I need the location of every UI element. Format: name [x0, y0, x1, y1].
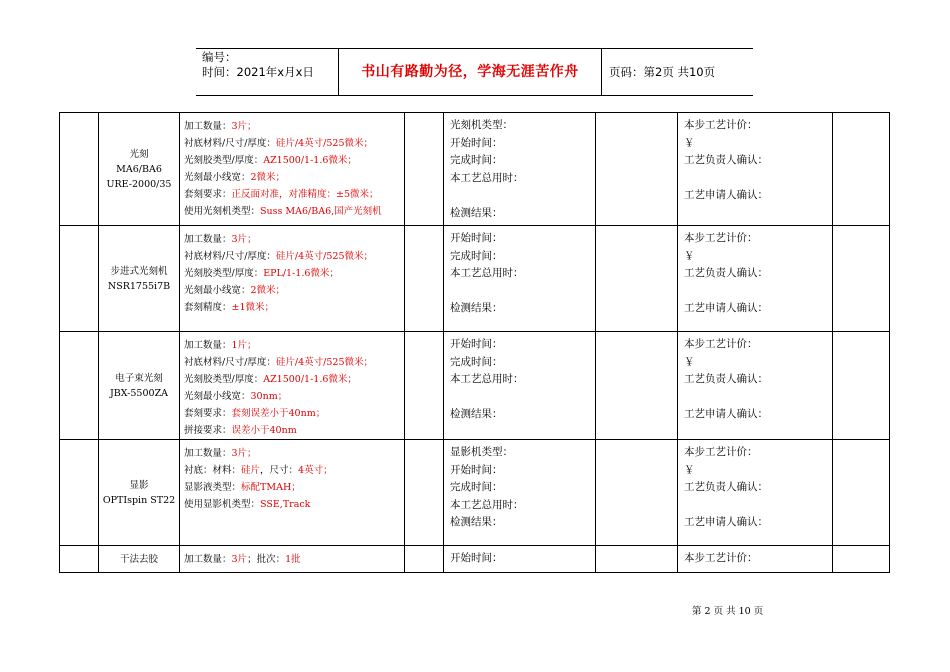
process-name-line: NSR1755i7B — [107, 280, 171, 292]
process-name-line: 步进式光刻机 — [110, 265, 168, 277]
blank-cell — [596, 113, 678, 226]
record-field: 本工艺总用时： — [450, 267, 524, 279]
requirement-label: 套刻精度： — [184, 302, 232, 313]
requirement-label: 拼接要求： — [184, 425, 232, 436]
requirement-label: 衬底：材料： — [184, 465, 242, 476]
record-field: 检测结果： — [450, 302, 503, 314]
requirement-value: 30nm； — [250, 391, 288, 402]
process-name-cell — [99, 332, 180, 440]
process-name-line: MA6/BA6 — [116, 163, 162, 175]
confirmation-field: ￥ — [684, 355, 695, 368]
process-name-cell — [99, 113, 180, 226]
requirement-value: 正反面对准，对准精度：±5微米； — [231, 189, 379, 200]
page-footer: 第 2 页 共 10 页 — [692, 606, 764, 617]
requirement-label: 显影液类型： — [184, 482, 242, 493]
requirement-label: 衬底材料/尺寸/厚度： — [184, 138, 276, 149]
process-name-cell — [99, 546, 180, 573]
requirement-label: 套刻要求： — [184, 189, 232, 200]
requirement-value: AZ1500/1-1.6微米； — [263, 374, 357, 385]
number-label: 编号： — [202, 50, 237, 64]
process-name-cell — [99, 226, 180, 332]
requirement-label: 衬底材料/尺寸/厚度： — [184, 357, 276, 368]
record-field: 完成时间： — [450, 249, 503, 262]
requirement-line — [184, 551, 404, 568]
process-row — [60, 440, 890, 546]
requirement-label: 衬底材料/尺寸/厚度： — [184, 251, 276, 262]
requirement-value: 套刻误差小于40nm； — [231, 408, 326, 419]
requirement-label: ；批次： — [247, 554, 286, 565]
blank-cell — [405, 546, 444, 573]
record-field: 完成时间： — [450, 154, 503, 166]
record-field: 开始时间： — [450, 136, 503, 149]
requirement-line — [184, 231, 404, 248]
confirmation-field: 本步工艺计价： — [684, 552, 758, 564]
confirmation-field: 本步工艺计价： — [684, 232, 758, 244]
requirement-value: 4英寸； — [298, 465, 333, 476]
requirement-line — [184, 169, 404, 186]
record-cell — [444, 440, 596, 546]
confirmation-cell — [678, 226, 833, 332]
record-field: 本工艺总用时： — [450, 373, 524, 385]
record-cell — [444, 332, 596, 440]
spacer — [684, 170, 832, 188]
requirements-cell — [180, 226, 405, 332]
record-cell — [444, 113, 596, 226]
confirmation-cell — [678, 440, 833, 546]
index-cell — [60, 113, 99, 226]
confirmation-cell — [678, 332, 833, 440]
blank-cell — [405, 440, 444, 546]
requirement-line — [184, 265, 404, 282]
requirements-cell — [180, 546, 405, 573]
record-cell — [444, 226, 596, 332]
confirmation-cell — [678, 546, 833, 573]
requirements-cell — [180, 440, 405, 546]
requirement-value: ±1微米； — [231, 302, 275, 313]
requirement-value: SSE,Track — [260, 499, 311, 510]
requirement-value: AZ1500/1-1.6微米； — [263, 155, 357, 166]
requirement-label: 加工数量： — [184, 340, 232, 351]
requirement-value: 3片； — [231, 448, 257, 459]
requirement-label: 使用光刻机类型： — [184, 206, 261, 217]
confirmation-field: ￥ — [684, 136, 695, 149]
record-cell — [444, 546, 596, 573]
page-number: 页码：第2页 共10页 — [609, 65, 716, 79]
spacer — [684, 389, 832, 407]
requirement-label: 光刻胶类型/厚度： — [184, 374, 264, 385]
record-field: 本工艺总用时： — [450, 498, 524, 511]
requirement-line — [184, 496, 404, 513]
requirement-line — [184, 388, 404, 405]
record-field: 显影机类型： — [450, 446, 513, 458]
requirement-line — [184, 152, 404, 169]
requirement-label: 套刻要求： — [184, 408, 232, 419]
requirement-line — [184, 299, 404, 316]
record-field: 检测结果： — [450, 516, 503, 528]
spacer — [450, 389, 595, 407]
page-header — [196, 48, 753, 96]
blank-cell — [596, 546, 678, 573]
requirement-value: 3片 — [231, 554, 248, 565]
requirement-line — [184, 422, 404, 439]
blank-cell — [405, 113, 444, 226]
process-row — [60, 546, 890, 573]
record-field: 开始时间： — [450, 552, 503, 564]
confirmation-field: 本步工艺计价： — [684, 119, 758, 131]
process-name-line: URE-2000/35 — [106, 178, 172, 190]
blank-cell — [596, 440, 678, 546]
process-name-line: OPTIspin ST22 — [102, 494, 176, 506]
record-field: 开始时间： — [450, 232, 503, 244]
index-cell — [60, 332, 99, 440]
requirement-label: 光刻最小线宽： — [184, 285, 251, 296]
confirmation-field: 本步工艺计价： — [684, 338, 758, 350]
blank-cell — [833, 113, 890, 226]
record-field: 检测结果： — [450, 206, 503, 219]
requirement-line — [184, 118, 404, 135]
requirement-value: 2微米； — [250, 172, 286, 183]
requirement-value: 3片； — [231, 121, 257, 132]
requirement-value: 硅片 — [241, 465, 261, 476]
requirement-label: 光刻最小线宽： — [184, 172, 251, 183]
requirement-label: 加工数量： — [184, 448, 232, 459]
requirements-cell — [180, 332, 405, 440]
requirement-line — [184, 354, 404, 371]
confirmation-field: 工艺负责人确认： — [684, 373, 768, 385]
blank-cell — [405, 226, 444, 332]
requirements-cell — [180, 113, 405, 226]
requirement-line — [184, 405, 404, 422]
requirement-line — [184, 462, 404, 479]
header-meta — [196, 49, 339, 95]
requirement-value: 硅片/4英寸/525微米； — [275, 251, 373, 262]
confirmation-field: 工艺申请人确认： — [684, 408, 768, 420]
requirement-value: 硅片/4英寸/525微米； — [275, 357, 373, 368]
confirmation-field: 工艺负责人确认： — [684, 154, 768, 166]
requirement-value: 1批 — [285, 554, 301, 565]
process-row — [60, 332, 890, 440]
spacer — [450, 187, 595, 205]
motto: 书山有路勤为径，学海无涯苦作舟 — [339, 49, 602, 95]
requirement-label: 加工数量： — [184, 234, 232, 245]
process-name-line: JBX-5500ZA — [109, 387, 169, 399]
blank-cell — [405, 332, 444, 440]
confirmation-field: ￥ — [684, 249, 695, 262]
process-name-line: 干法去胶 — [119, 553, 158, 565]
record-field: 光刻机类型： — [450, 119, 513, 131]
blank-cell — [596, 226, 678, 332]
record-field: 开始时间： — [450, 463, 503, 476]
blank-cell — [833, 332, 890, 440]
process-name-line: 电子束光刻 — [115, 372, 163, 384]
index-cell — [60, 226, 99, 332]
confirmation-field: ￥ — [684, 463, 695, 476]
requirement-line — [184, 479, 404, 496]
requirement-value: 误差小于40nm — [231, 425, 297, 436]
requirement-label: 使用显影机类型： — [184, 499, 261, 510]
requirement-line — [184, 186, 404, 203]
process-row — [60, 113, 890, 226]
requirement-line — [184, 445, 404, 462]
requirement-value: EPL/1-1.6微米； — [263, 268, 339, 279]
index-cell — [60, 546, 99, 573]
record-field: 检测结果： — [450, 408, 503, 420]
blank-cell — [833, 546, 890, 573]
record-field: 开始时间： — [450, 338, 503, 350]
requirement-line — [184, 248, 404, 265]
requirement-line — [184, 282, 404, 299]
process-table — [59, 112, 890, 573]
requirement-label: 光刻最小线宽： — [184, 391, 251, 402]
confirmation-field: 工艺申请人确认： — [684, 189, 768, 201]
requirement-line — [184, 135, 404, 152]
requirement-label: 加工数量： — [184, 121, 232, 132]
blank-cell — [596, 332, 678, 440]
process-name-line: 光刻 — [129, 148, 149, 160]
requirement-value: Suss MA6/BA6,国产光刻机 — [260, 206, 382, 217]
confirmation-field: 工艺申请人确认： — [684, 302, 768, 314]
spacer — [684, 283, 832, 301]
confirmation-field: 工艺申请人确认： — [684, 516, 768, 528]
date-text: 时间：2021年x月x日 — [202, 65, 314, 79]
process-name-line: 显影 — [129, 479, 149, 491]
record-field: 完成时间： — [450, 355, 503, 368]
confirmation-field: 工艺负责人确认： — [684, 267, 768, 279]
spacer — [684, 497, 832, 515]
process-row — [60, 226, 890, 332]
requirement-line — [184, 371, 404, 388]
record-field: 本工艺总用时： — [450, 171, 524, 184]
process-name-cell — [99, 440, 180, 546]
requirement-label: ，尺寸： — [260, 465, 299, 476]
requirement-value: 2微米； — [250, 285, 286, 296]
requirement-label: 光刻胶类型/厚度： — [184, 155, 264, 166]
requirement-line — [184, 337, 404, 354]
requirement-value: 硅片/4英寸/525微米； — [275, 138, 373, 149]
requirement-value: 标配TMAH； — [241, 482, 301, 493]
blank-cell — [833, 226, 890, 332]
confirmation-field: 工艺负责人确认： — [684, 481, 768, 493]
spacer — [450, 283, 595, 301]
index-cell — [60, 440, 99, 546]
record-field: 完成时间： — [450, 481, 503, 493]
confirmation-field: 本步工艺计价： — [684, 446, 758, 458]
requirement-label: 加工数量： — [184, 554, 232, 565]
requirement-value: 3片； — [231, 234, 257, 245]
confirmation-cell — [678, 113, 833, 226]
requirement-line — [184, 203, 404, 220]
blank-cell — [833, 440, 890, 546]
requirement-label: 光刻胶类型/厚度： — [184, 268, 264, 279]
requirement-value: 1片； — [231, 340, 257, 351]
